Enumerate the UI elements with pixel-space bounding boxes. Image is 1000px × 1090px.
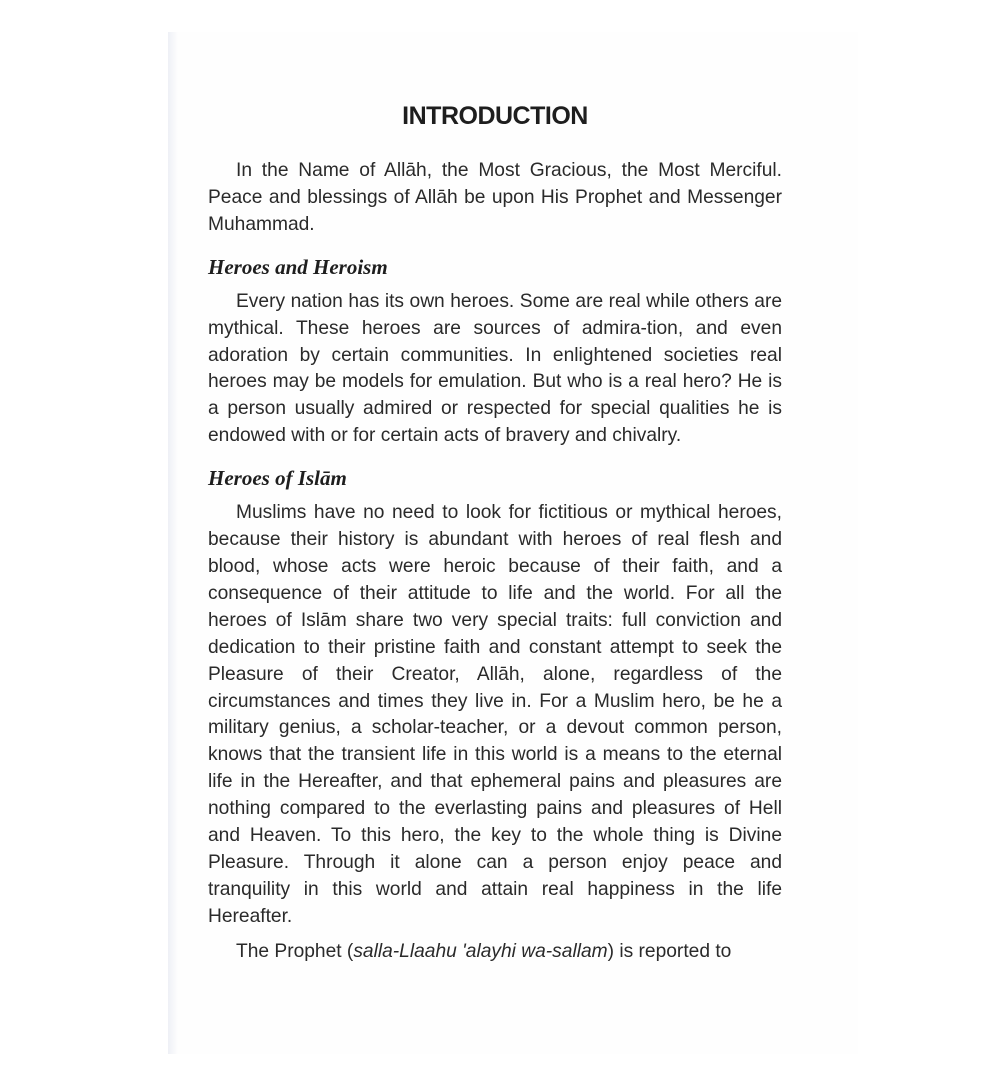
closing-paragraph-tail: ) is reported to — [607, 940, 732, 962]
closing-paragraph — [208, 939, 782, 966]
closing-paragraph-honorific: salla-Llaahu 'alayhi wa-sallam — [353, 940, 608, 962]
page-title: INTRODUCTION — [402, 102, 588, 130]
page-edge-shadow — [168, 32, 178, 1054]
section-paragraph-heroes-and-heroism: Every nation has its own heroes. Some are real while others are mythical. These heroes are sources of admira-tion, and even adoration by certain communities. In enlightened societies real heroes may be models for emulation. But who is a real hero? He is a person usually admired or respected for special qualities he is endowed with or for certain acts of bravery and chivalry. — [208, 290, 782, 447]
document-body — [208, 96, 782, 966]
section-heading-heroes-of-islam: Heroes of Islām — [208, 466, 347, 491]
closing-paragraph-lead: The Prophet ( — [236, 940, 354, 962]
intro-paragraph: In the Name of Allāh, the Most Gracious, the Most Merciful. Peace and blessings of Allāh be upon His Prophet and Messenger Muhammad. — [208, 160, 782, 235]
section-paragraph-heroes-of-islam: Muslims have no need to look for fictitious or mythical heroes, because their history is abundant with heroes of real flesh and blood, whose acts were heroic because of their faith, and a consequence of their attitude to life and the world. For all the heroes of Islām share two very special traits: full conviction and dedication to their pristine faith and constant attempt to seek the Pleasure of their Creator, Allāh, alone, regardless of the circumstances and times they live in. For a Muslim hero, be he a military genius, a scholar-teacher, or a devout common person, knows that the transient life in this world is a means to the eternal life in the Hereafter, and that ephemeral pains and pleasures are nothing compared to the everlasting pains and pleasures of Hell and Heaven. To this hero, the key to the whole thing is Divine Pleasure. Through it alone can a person enjoy peace and tranquility in this world and attain real happiness in the life Hereafter. — [208, 502, 782, 927]
section-heading-heroes-and-heroism: Heroes and Heroism — [208, 254, 388, 279]
